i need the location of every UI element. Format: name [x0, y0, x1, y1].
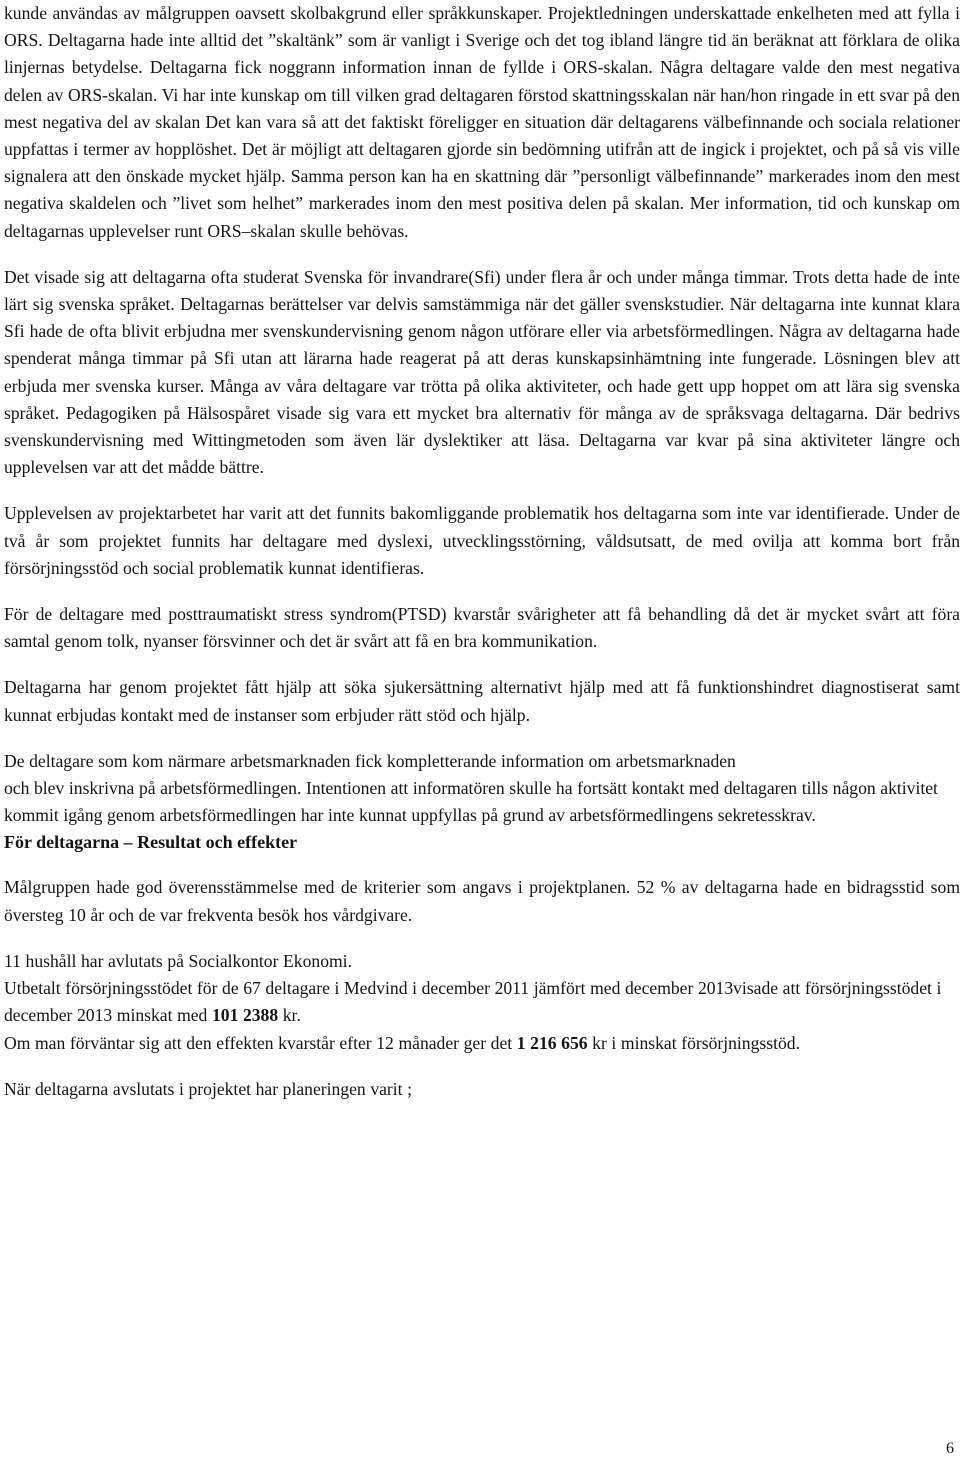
- paragraph-ptsd: För de deltagare med posttraumatiskt stress syndrom(PTSD) kvarstår svårigheter att få behandling då det är mycket svårt att föra samtal genom tolk, nyanser försvinner och det är svårt att få en bra kommunikation.: [4, 604, 960, 652]
- paragraph-ors-scale: kunde användas av målgruppen oavsett skolbakgrund eller språkkunskaper. Projektledningen underskattade enkelheten med att fylla i ORS. Deltagarna hade inte alltid det ”skaltänk” som är vanligt i Sverige och det tog ibland längre tid än beräknat att förklara de olika linjernas betydelse. Deltagarna fick noggrann information innan de fyllde i ORS-skalan. Några deltagare valde den mest negativa delen av ORS-skalan. Vi har inte kunskap om till vilken grad deltagaren förstod skattningsskalan när han/hon ringade in ett svar på den mest negativa del av skalan Det kan vara så att det faktiskt föreligger en situation där deltagarens välbefinnande och sociala relationer uppfattas i termer av hopplöshet. Det är möjligt att deltagaren gjorde sin bedömning utifrån att de ingick i projektet, och på så vis ville signalera att den önskade mycket hjälp. Samma person kan ha en skattning där ”personligt välbefinnande” markerades inom den mest negativa skaldelen och ”livet som helhet” markerades inom den mest positiva delen på skalan. Mer information, tid och kunskap om deltagarnas upplevelser runt ORS–skalan skulle behövas.: [4, 3, 960, 241]
- paragraph-labour-market-rest: och blev inskrivna på arbetsförmedlingen. Intentionen att informatören skulle ha fortsätt kontakt med deltagaren tills någon aktivitet kommit igång genom arbetsförmedlingen har inte kunnat uppfyllas på grund av arbetsförmedlingens sekretesskrav.: [4, 778, 938, 826]
- households-line: 11 hushåll har avlutats på Socialkontor Ekonomi.: [4, 950, 352, 971]
- paragraph-labour-market: [4, 748, 960, 830]
- support-comparison-text: Utbetalt försörjningsstödet för de 67 deltagare i Medvind i december 2011 jämfört med december 2013visade att försörjningsstödet i december 2013 minskat med: [4, 978, 942, 1026]
- expected-effect-rest: kr i minskat försörjningsstöd.: [587, 1032, 800, 1053]
- results-block: [4, 948, 960, 1057]
- reduction-unit: kr.: [278, 1005, 301, 1026]
- paragraph-sfi-studies: Det visade sig att deltagarna ofta studerat Svenska för invandrare(Sfi) under flera år och under många timmar. Trots detta hade de inte lärt sig svenska språket. Deltagarnas berättelser var delvis samstämmiga när det gäller svenskstudier. När deltagarna inte kunnat klara Sfi hade de ofta blivit erbjudna mer svenskundervisning genom någon utförare eller via arbetsförmedlingen. Några av deltagarna hade spenderat många timmar på Sfi utan att lärarna hade reagerat på att deras kunskapsinhämtning inte fungerade. Lösningen blev att erbjuda mer svenska kurser. Många av våra deltagare var trötta på olika aktiviteter, och hade gett upp hoppet om att lära sig svenska språket. Pedagogiken på Hälsospåret visade sig vara ett mycket bra alternativ för många av de språksvaga deltagarna. Där bedrivs svenskundervisning med Wittingmetoden som även lär dyslektiker att läsa. Deltagarna var kvar på sina aktiviteter längre och upplevelsen var att det mådde bättre.: [4, 266, 960, 478]
- paragraph-sick-compensation: Deltagarna har genom projektet fått hjälp att söka sjukersättning alternativt hjälp med att få funktionshindret diagnostiserat samt kunnat erbjudas kontakt med de instanser som erbjuder rätt stöd och hjälp.: [4, 677, 960, 725]
- paragraph-labour-market-line1: De deltagare som kom närmare arbetsmarknaden fick kompletterande information om arbetsmarknaden: [4, 750, 736, 771]
- expected-effect-text: Om man förväntar sig att den effekten kvarstår efter 12 månader ger det: [4, 1032, 517, 1053]
- planning-line: När deltagarna avslutats i projektet har planeringen varit ;: [4, 1078, 413, 1099]
- page-number: 6: [946, 1440, 954, 1457]
- paragraph-target-group: Målgruppen hade god överensstämmelse med de kriterier som angavs i projektplanen. 52 % av deltagarna hade en bidragsstid som översteg 10 år och de var frekventa besök hos vårdgivare.: [4, 877, 960, 925]
- reduction-amount: 101 2388: [211, 1005, 279, 1026]
- document-page: [4, 0, 960, 1103]
- section-heading: För deltagarna – Resultat och effekter: [4, 832, 298, 853]
- expected-effect-amount: 1 216 656: [516, 1032, 588, 1053]
- paragraph-underlying-problems: Upplevelsen av projektarbetet har varit att det funnits bakomliggande problematik hos deltagarna som inte var identifierade. Under de två år som projektet funnits har deltagare med dyslexi, utvecklingsstörning, våldsutsatt, de med ovilja att komma bort från försörjningsstöd och social problematik kunnat identifieras.: [4, 503, 960, 578]
